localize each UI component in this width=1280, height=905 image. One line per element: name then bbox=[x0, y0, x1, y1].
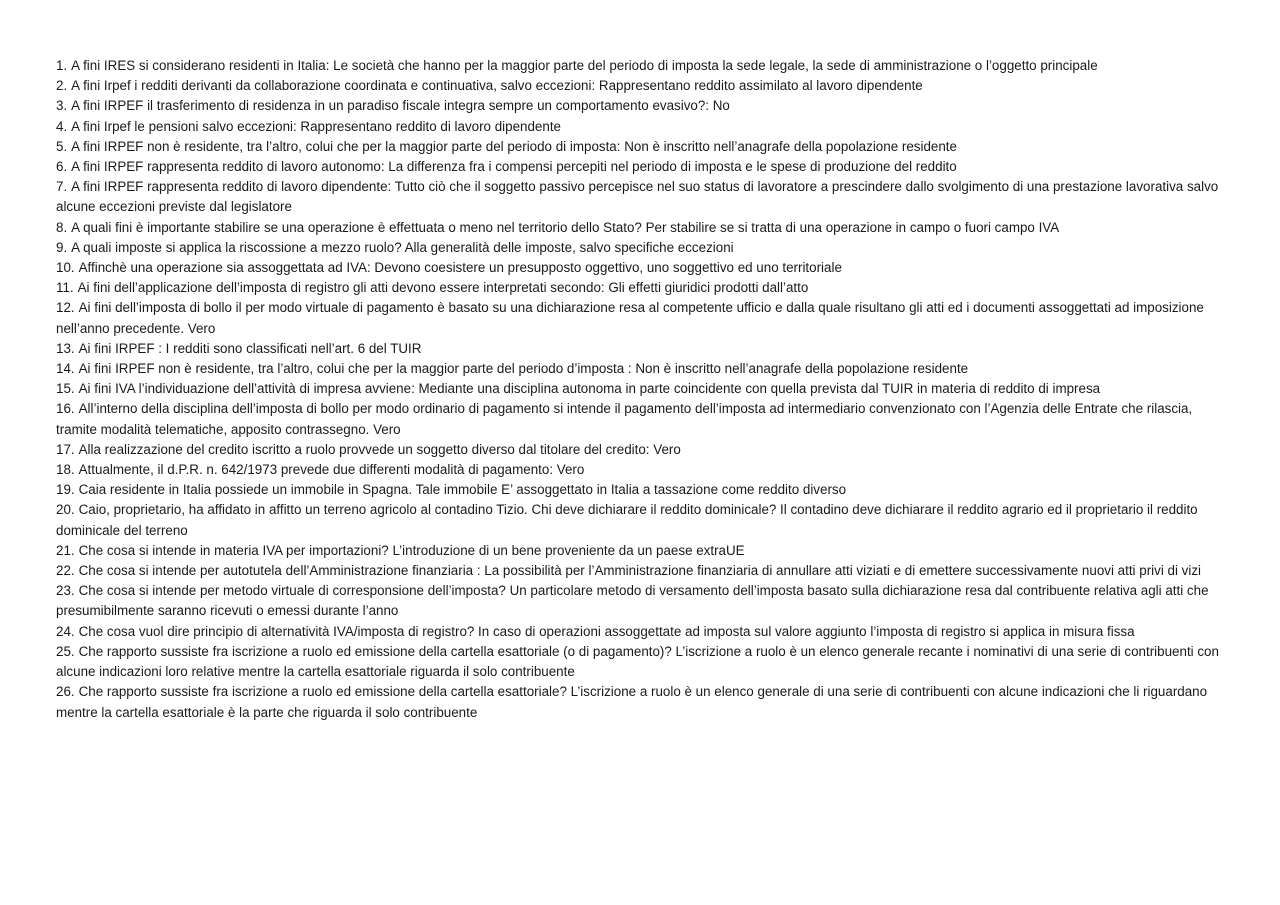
item-text: Affinchè una operazione sia assoggettata ad IVA: Devono coesistere un presupposto oggettivo, uno soggettivo ed uno territoriale bbox=[78, 260, 842, 276]
item-text: Attualmente, il d.P.R. n. 642/1973 prevede due differenti modalità di pagamento: Vero bbox=[78, 462, 585, 478]
item-text: Che cosa si intende in materia IVA per importazioni? L’introduzione di un bene proveniente da un paese extraUE bbox=[78, 542, 745, 558]
item-number: 14. bbox=[56, 361, 75, 377]
item-number: 9. bbox=[56, 239, 68, 255]
item-text: Ai fini IRPEF non è residente, tra l’altro, colui che per la maggior parte del periodo d’imposta : Non è inscritto nell’anagrafe della popolazione residente bbox=[78, 361, 969, 377]
list-item bbox=[56, 480, 1226, 500]
list-item bbox=[56, 541, 1226, 561]
item-number: 26. bbox=[56, 684, 75, 700]
item-number: 23. bbox=[56, 583, 75, 599]
item-text: Caia residente in Italia possiede un immobile in Spagna. Tale immobile E’ assoggettato in Italia a tassazione come reddito diverso bbox=[78, 482, 847, 498]
item-text: Ai fini dell’imposta di bollo il per modo virtuale di pagamento è basato su una dichiarazione resa al competente ufficio e dalla quale risultano gli atti ed i documenti assoggettati ad imposizione nell’anno precedente. Vero bbox=[56, 300, 1204, 336]
document-page bbox=[56, 56, 1226, 723]
item-text: All’interno della disciplina dell’imposta di bollo per modo ordinario di pagamento si intende il pagamento dell’imposta ad intermediario convenzionato con l’Agenzia delle Entrate che rilascia, tramite modalità telematiche, apposito contrassegno. Vero bbox=[56, 401, 1193, 437]
item-number: 17. bbox=[56, 441, 75, 457]
item-number: 1. bbox=[56, 58, 68, 73]
list-item bbox=[56, 581, 1226, 621]
list-item bbox=[56, 298, 1226, 338]
list-item bbox=[56, 561, 1226, 581]
list-item bbox=[56, 682, 1226, 722]
item-number: 7. bbox=[56, 179, 68, 195]
list-item bbox=[56, 117, 1226, 137]
item-number: 4. bbox=[56, 118, 68, 134]
item-number: 6. bbox=[56, 159, 68, 175]
item-number: 16. bbox=[56, 401, 75, 417]
item-number: 12. bbox=[56, 300, 75, 316]
list-item bbox=[56, 500, 1226, 540]
item-text: Ai fini dell’applicazione dell’imposta di registro gli atti devono essere interpretati secondo: Gli effetti giuridici prodotti dall’atto bbox=[77, 280, 809, 296]
item-number: 11. bbox=[56, 280, 74, 296]
item-number: 24. bbox=[56, 623, 75, 639]
item-text: Che rapporto sussiste fra iscrizione a ruolo ed emissione della cartella esattoriale? L’iscrizione a ruolo è un elenco generale di una serie di contribuenti con alcune indicazioni che li riguardano mentre la cartella esattoriale è la parte che riguarda il solo contribuente bbox=[56, 684, 1208, 720]
list-item bbox=[56, 399, 1226, 439]
item-number: 3. bbox=[56, 98, 68, 114]
list-item bbox=[56, 137, 1226, 157]
item-text: A fini Irpef le pensioni salvo eccezioni: Rappresentano reddito di lavoro dipendente bbox=[71, 118, 561, 134]
item-text: A quali fini è importante stabilire se una operazione è effettuata o meno nel territorio dello Stato? Per stabilire se si tratta di una operazione in campo o fuori campo IVA bbox=[71, 219, 1060, 235]
item-number: 19. bbox=[56, 482, 75, 498]
item-number: 13. bbox=[56, 340, 75, 356]
item-text: A fini IRES si considerano residenti in Italia: Le società che hanno per la maggior parte del periodo di imposta la sede legale, la sede di amministrazione o l’oggetto principale bbox=[71, 58, 1098, 73]
list-item bbox=[56, 379, 1226, 399]
item-text: Alla realizzazione del credito iscritto a ruolo provvede un soggetto diverso dal titolare del credito: Vero bbox=[78, 441, 681, 457]
item-number: 10. bbox=[56, 260, 75, 276]
item-text: A quali imposte si applica la riscossione a mezzo ruolo? Alla generalità delle imposte, salvo specifiche eccezioni bbox=[71, 239, 734, 255]
list-item bbox=[56, 177, 1226, 217]
item-text: A fini IRPEF il trasferimento di residenza in un paradiso fiscale integra sempre un comportamento evasivo?: No bbox=[71, 98, 730, 114]
item-text: Che rapporto sussiste fra iscrizione a ruolo ed emissione della cartella esattoriale (o di pagamento)? L’iscrizione a ruolo è un elenco generale recante i nominativi di una serie di contribuenti con alcune indicazioni loro relative mentre la cartella esattoriale riguarda il solo contribuente bbox=[56, 643, 1219, 680]
list-item bbox=[56, 96, 1226, 116]
item-number: 18. bbox=[56, 462, 75, 478]
item-number: 8. bbox=[56, 219, 68, 235]
item-text: A fini IRPEF rappresenta reddito di lavoro autonomo: La differenza fra i compensi percepiti nel periodo di imposta e le spese di produzione del reddito bbox=[71, 159, 957, 175]
item-number: 15. bbox=[56, 381, 75, 397]
item-text: A fini Irpef i redditi derivanti da collaborazione coordinata e continuativa, salvo eccezioni: Rappresentano reddito assimilato al lavoro dipendente bbox=[71, 78, 923, 94]
list-item bbox=[56, 622, 1226, 642]
list-item bbox=[56, 339, 1226, 359]
item-number: 21. bbox=[56, 542, 75, 558]
list-item bbox=[56, 76, 1226, 96]
item-text: A fini IRPEF non è residente, tra l’altro, colui che per la maggior parte del periodo di imposta: Non è inscritto nell’anagrafe della popolazione residente bbox=[71, 138, 957, 154]
list-item bbox=[56, 278, 1226, 298]
list-item bbox=[56, 460, 1226, 480]
list-item bbox=[56, 218, 1226, 238]
list-item bbox=[56, 157, 1226, 177]
item-text: A fini IRPEF rappresenta reddito di lavoro dipendente: Tutto ciò che il soggetto passivo percepisce nel suo status di lavoratore a prescindere dallo svolgimento di una prestazione lavorativa salvo alcune eccezioni previste dal legislatore bbox=[56, 179, 1219, 215]
item-text: Che cosa vuol dire principio di alternatività IVA/imposta di registro? In caso di operazioni assoggettate ad imposta sul valore aggiunto l’imposta di registro si applica in misura fissa bbox=[78, 623, 1135, 639]
item-text: Che cosa si intende per metodo virtuale di corresponsione dell’imposta? Un particolare metodo di versamento dell’imposta basato sulla dichiarazione resa dal contribuente relativa agli atti che presumibilmente saranno ricevuti o emessi durante l’anno bbox=[56, 583, 1209, 619]
item-text: Che cosa si intende per autotutela dell’Amministrazione finanziaria : La possibilità per l’Amministrazione finanziaria di annullare atti viziati e di emettere successivamente nuovi atti privi di vizi bbox=[78, 563, 1201, 579]
item-text: Caio, proprietario, ha affidato in affitto un terreno agricolo al contadino Tizio. Chi deve dichiarare il reddito dominicale? Il contadino deve dichiarare il reddito agrario ed il proprietario il reddito dominicale del terreno bbox=[56, 502, 1198, 538]
item-number: 25. bbox=[56, 643, 75, 659]
item-number: 20. bbox=[56, 502, 75, 518]
qa-list bbox=[56, 56, 1226, 723]
list-item bbox=[56, 359, 1226, 379]
list-item bbox=[56, 238, 1226, 258]
item-number: 5. bbox=[56, 138, 68, 154]
list-item bbox=[56, 56, 1226, 76]
list-item bbox=[56, 440, 1226, 460]
item-number: 2. bbox=[56, 78, 68, 94]
item-text: Ai fini IVA l’individuazione dell’attività di impresa avviene: Mediante una disciplina autonoma in parte coincidente con quella prevista dal TUIR in materia di reddito di impresa bbox=[78, 381, 1101, 397]
item-text: Ai fini IRPEF : I redditi sono classificati nell’art. 6 del TUIR bbox=[78, 340, 422, 356]
item-number: 22. bbox=[56, 563, 75, 579]
list-item bbox=[56, 258, 1226, 278]
list-item bbox=[56, 642, 1226, 682]
